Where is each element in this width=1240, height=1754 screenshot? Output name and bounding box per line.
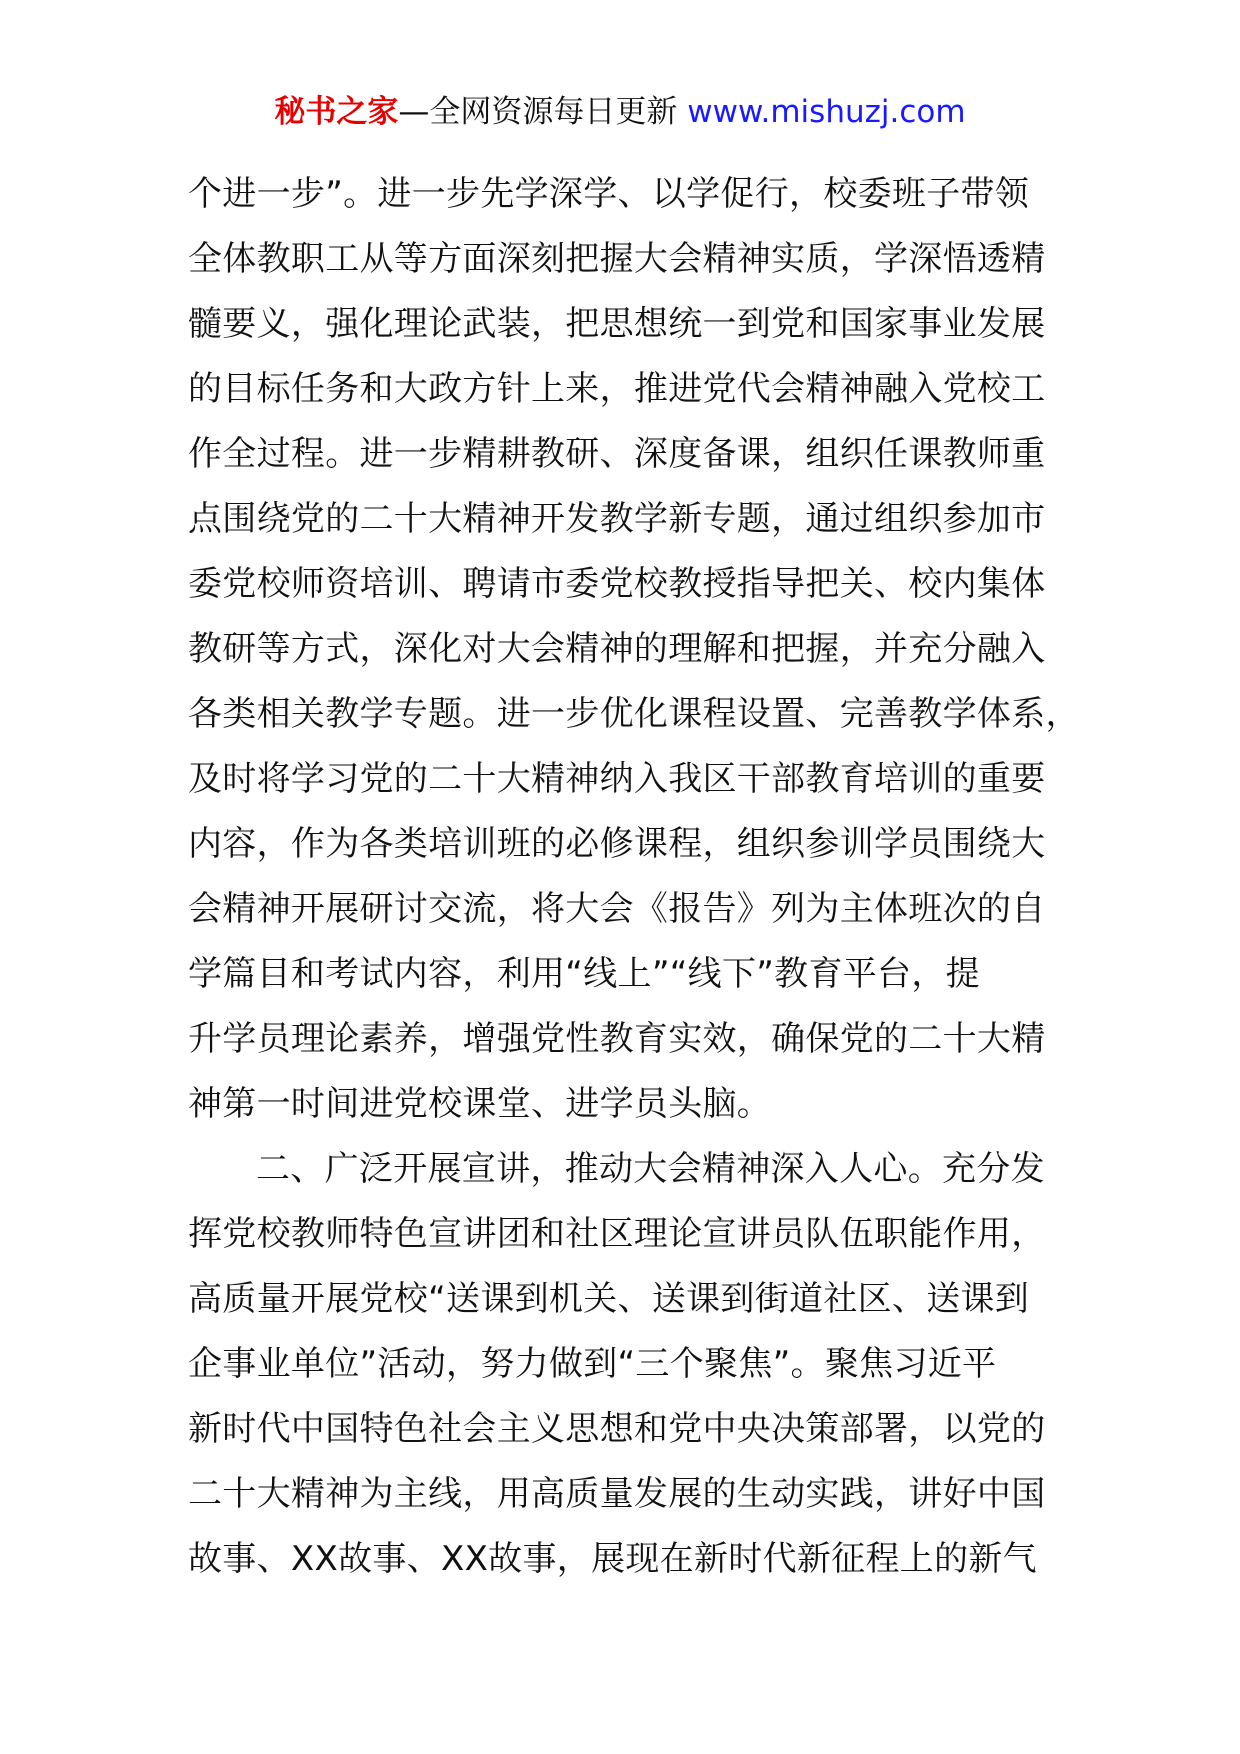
section-heading-line: 二、广泛开展宣讲，推动大会精神深入人心。充分发 bbox=[256, 1149, 1045, 1189]
text-line: 新时代中国特色社会主义思想和党中央决策部署，以党的 bbox=[188, 1409, 1046, 1449]
text-line: 的目标任务和大政方针上来，推进党代会精神融入党校工 bbox=[188, 369, 1046, 409]
text-line: 各类相关教学专题。进一步优化课程设置、完善教学体系， bbox=[188, 694, 1080, 734]
text-line: 内容，作为各类培训班的必修课程，组织参训学员围绕大 bbox=[188, 824, 1046, 864]
text-line: 高质量开展党校“送课到机关、送课到街道社区、送课到 bbox=[188, 1279, 1030, 1319]
text-line: 委党校师资培训、聘请市委党校教授指导把关、校内集体 bbox=[188, 564, 1046, 604]
site-url: www.mishuzj.com bbox=[687, 94, 966, 130]
text-line: 点围绕党的二十大精神开发教学新专题，通过组织参加市 bbox=[188, 499, 1046, 539]
brand-name: 秘书之家 bbox=[274, 94, 399, 130]
text-line: 二十大精神为主线，用高质量发展的生动实践，讲好中国 bbox=[188, 1474, 1046, 1514]
text-line: 故事、XX故事、XX故事，展现在新时代新征程上的新气 bbox=[188, 1539, 1037, 1579]
text-line: 企事业单位”活动，努力做到“三个聚焦”。聚焦习近平 bbox=[188, 1344, 997, 1384]
text-line: 神第一时间进党校课堂、进学员头脑。 bbox=[188, 1084, 772, 1124]
text-line: 学篇目和考试内容，利用“线上”“线下”教育平台，提 bbox=[188, 954, 980, 994]
text-line: 会精神开展研讨交流，将大会《报告》列为主体班次的自 bbox=[188, 889, 1046, 929]
text-line: 教研等方式，深化对大会精神的理解和把握，并充分融入 bbox=[188, 629, 1046, 669]
text-line: 全体教职工从等方面深刻把握大会精神实质，学深悟透精 bbox=[188, 239, 1046, 279]
document-body bbox=[188, 162, 1080, 1592]
text-line: 髓要义，强化理论武装，把思想统一到党和国家事业发展 bbox=[188, 304, 1046, 344]
header-tagline: —全网资源每日更新 bbox=[398, 94, 688, 130]
text-line: 个进一步”。进一步先学深学、以学促行，校委班子带领 bbox=[188, 174, 1030, 214]
text-line: 作全过程。进一步精耕教研、深度备课，组织任课教师重 bbox=[188, 434, 1046, 474]
text-line: 升学员理论素养，增强党性教育实效，确保党的二十大精 bbox=[188, 1019, 1046, 1059]
text-line: 挥党校教师特色宣讲团和社区理论宣讲员队伍职能作用， bbox=[188, 1214, 1046, 1254]
text-line: 及时将学习党的二十大精神纳入我区干部教育培训的重要 bbox=[188, 759, 1046, 799]
watermark-header bbox=[0, 92, 1240, 132]
